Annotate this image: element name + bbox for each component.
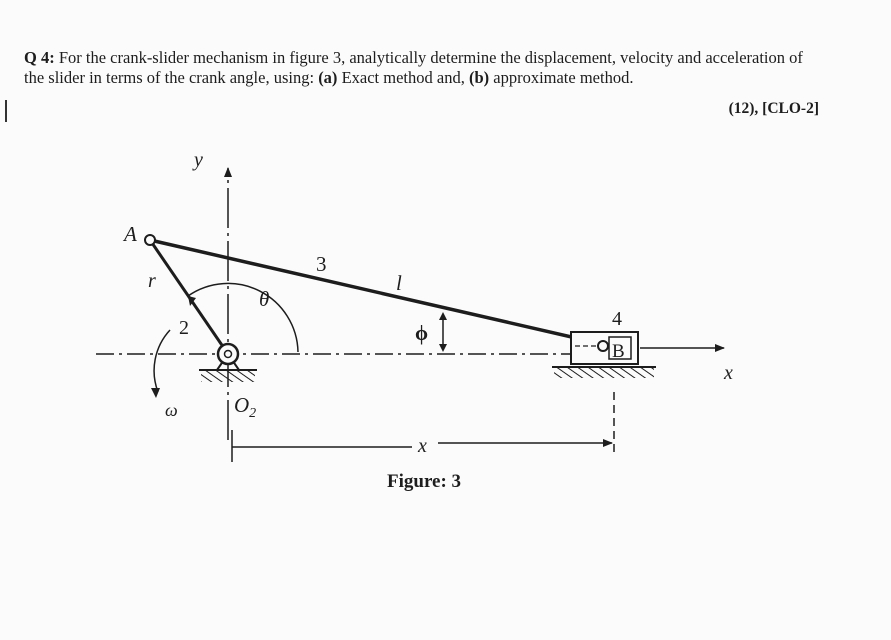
label-x-axis: x xyxy=(724,362,733,384)
omega-arc xyxy=(154,330,170,392)
coupler-link xyxy=(150,240,602,344)
question-label: Q 4: xyxy=(24,48,55,67)
label-slider-point: B xyxy=(612,341,625,362)
phi-arrow-bottom xyxy=(439,344,447,352)
option-a-label: (a) xyxy=(318,68,338,87)
label-pivot-letter: O xyxy=(234,393,250,417)
label-link-slider: 4 xyxy=(612,308,622,330)
label-link-coupler: 3 xyxy=(316,252,327,276)
label-pivot-subscript: 2 xyxy=(249,406,257,421)
label-angular-velocity: ω xyxy=(165,400,178,420)
marks-label: (12), [CLO-2] xyxy=(728,100,819,117)
label-displacement: x xyxy=(418,435,427,457)
label-coupler-angle: ϕ xyxy=(415,321,429,345)
joint-b xyxy=(598,341,608,351)
question-text-part3: approximate method. xyxy=(489,68,634,87)
label-pivot xyxy=(234,393,256,421)
pivot-o2-inner xyxy=(225,351,232,358)
label-length: l xyxy=(396,271,402,295)
figure-caption: Figure: 3 xyxy=(387,471,462,492)
question-text-part1: For the crank-slider mechanism in figure 3, analytically determine the displacement, velocity and acceleration of the slider in terms of the crank angle, using: xyxy=(24,48,803,87)
ground-hatch-o2 xyxy=(201,370,255,382)
ground-hatch-slider xyxy=(554,368,654,378)
label-link-crank: 2 xyxy=(179,317,189,339)
question-text-part2: Exact method and, xyxy=(337,68,469,87)
label-crank-angle: θ xyxy=(259,287,270,311)
phi-arrow-top xyxy=(439,312,447,320)
label-point-a: A xyxy=(124,222,137,246)
option-b-label: (b) xyxy=(468,68,490,87)
omega-arrow xyxy=(151,388,160,398)
label-y-axis: y xyxy=(194,149,203,171)
label-radius: r xyxy=(148,270,156,292)
joint-a xyxy=(145,235,155,245)
